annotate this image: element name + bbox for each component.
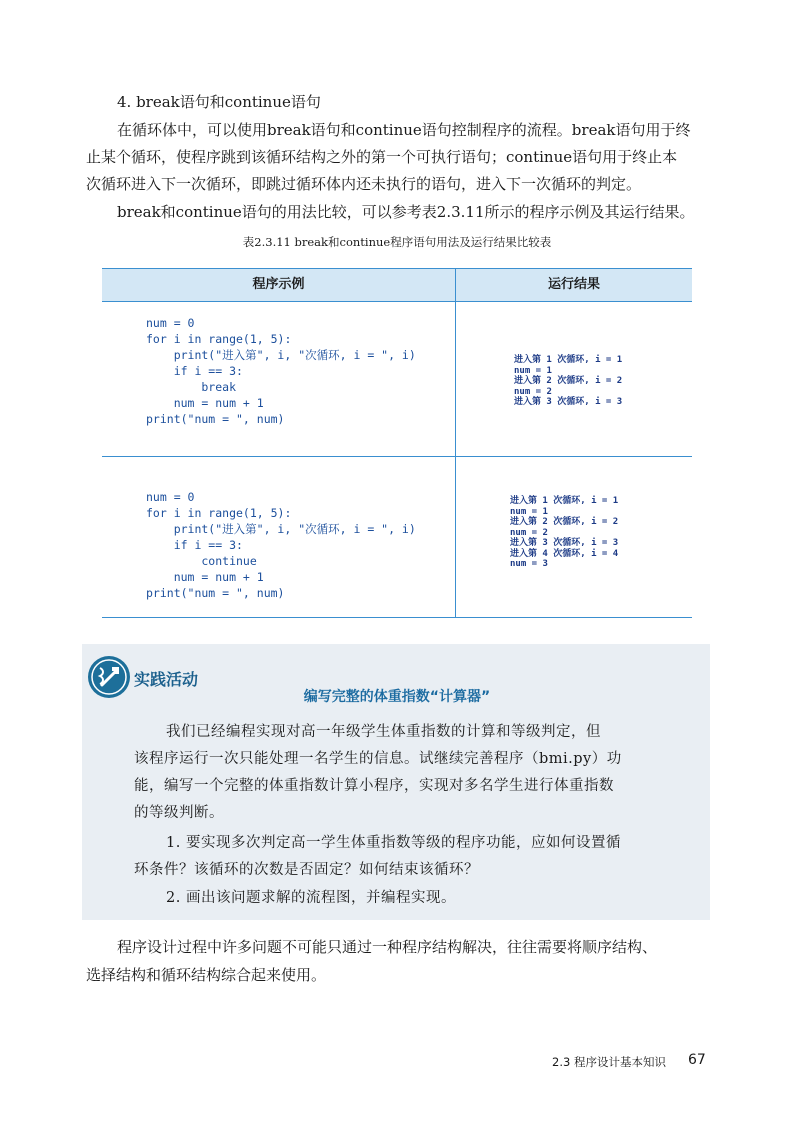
column-header-output: 运行结果	[547, 277, 600, 292]
activity-line: 环条件？该循环的次数是否固定？如何结束该循环？	[134, 862, 479, 878]
comparison-table	[102, 268, 692, 618]
paragraph-line: break和continue语句的用法比较，可以参考表2.3.11所示的程序示例及其运行结果。	[117, 203, 695, 221]
code-example-continue: num = 0 for i in range(1, 5): print("进入第", i, "次循环, i = ", i) if i == 3: continue num = num + 1 print("num = ", num)	[146, 490, 416, 600]
activity-line: 2. 画出该问题求解的流程图，并编程实现。	[166, 890, 456, 906]
column-divider	[455, 268, 456, 618]
paragraph-line: 程序设计过程中许多问题不可能只通过一种程序结构解决，往往需要将顺序结构、	[117, 938, 658, 956]
table-bottom-border	[102, 617, 692, 618]
table-caption: 表2.3.11 break和continue程序语句用法及运行结果比较表	[242, 235, 552, 249]
column-header-code: 程序示例	[252, 277, 305, 292]
activity-title: 编写完整的体重指数“计算器”	[303, 689, 491, 705]
page-number: 67	[688, 1052, 706, 1068]
activity-line: 1. 要实现多次判定高一学生体重指数等级的程序功能，应如何设置循	[166, 835, 621, 851]
code-example-break: num = 0 for i in range(1, 5): print("进入第", i, "次循环, i = ", i) if i == 3: break num = num + 1 print("num = ", num)	[146, 316, 416, 426]
paragraph-line: 止某个循环，使程序跳到该循环结构之外的第一个可执行语句；continue语句用于终止本	[86, 148, 678, 166]
paragraph-line: 选择结构和循环结构综合起来使用。	[86, 966, 327, 984]
row-divider	[102, 456, 692, 457]
table-header	[102, 268, 692, 302]
activity-line: 的等级判断。	[134, 805, 224, 821]
activity-line: 能，编写一个完整的体重指数计算小程序，实现对多名学生进行体重指数	[134, 778, 614, 794]
paragraph-line: 在循环体中，可以使用break语句和continue语句控制程序的流程。break语句用于终	[117, 121, 691, 139]
footer-section-label: 2.3 程序设计基本知识	[552, 1055, 666, 1069]
activity-line: 我们已经编程实现对高一年级学生体重指数的计算和等级判定，但	[166, 724, 601, 740]
output-continue: 进入第 1 次循环, i = 1 num = 1 进入第 2 次循环, i = 2 num = 2 进入第 3 次循环, i = 3 进入第 4 次循环, i = 4 num = 3	[510, 496, 619, 569]
section-heading: 4. break语句和continue语句	[117, 93, 321, 111]
output-break: 进入第 1 次循环, i = 1 num = 1 进入第 2 次循环, i = 2 num = 2 进入第 3 次循环, i = 3	[514, 355, 623, 407]
activity-label: 实践活动	[134, 670, 199, 689]
activity-line: 该程序运行一次只能处理一名学生的信息。试继续完善程序（bmi.py）功	[134, 751, 622, 767]
paragraph-line: 次循环进入下一次循环，即跳过循环体内还未执行的语句，进入下一次循环的判定。	[86, 175, 642, 193]
